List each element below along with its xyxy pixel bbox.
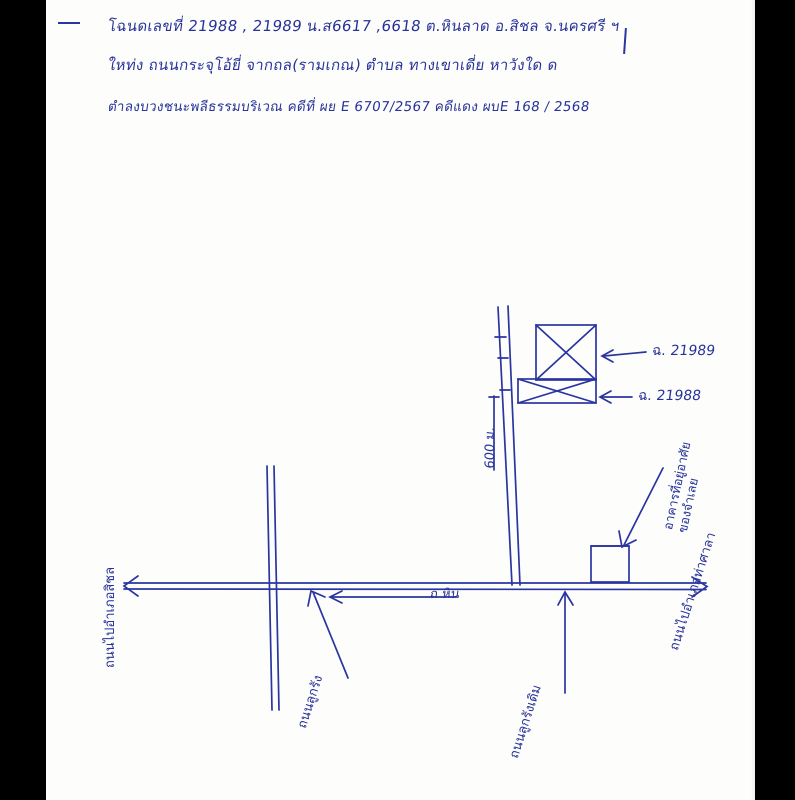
label-building-note-text: อาคารที่อยู่อาศัย ของจำเลย — [660, 440, 701, 535]
label-right-road: ถนนไปอำเภอท่าศาลา — [667, 530, 720, 653]
header-line-2: ใหท่ง ถนนกระจุโอ้ยี่ จากถล(รามเกณ) ตำบล ทางเขาเดี่ย หาวังใด ด — [106, 56, 560, 74]
label-road-small-vertical — [429, 588, 460, 602]
label-bottom-left-road: ถนนลูกรัง — [295, 673, 327, 731]
label-plot-upper: ฉ. 21989 — [650, 343, 717, 359]
label-road-small-vertical-text: ถ หิน — [428, 587, 461, 602]
scanned-page — [46, 0, 755, 800]
label-left-road: ถนนไปอำเภอสิชล — [103, 566, 118, 668]
header-line-1: โฉนดเลขที่ 21988 , 21989 น.ส6617 ,6618 ต.หินลาด อ.สิชล จ.นครศรี ฯ — [106, 17, 621, 35]
header-line-3: ตำลงบวงชนะพลีธรรมบริเวณ คดีที่ ผย E 6707/2567 คดีแดง ผบE 168 / 2568 — [106, 99, 591, 115]
label-road-width: 600 ม. — [483, 426, 498, 470]
label-plot-lower: ฉ. 21988 — [636, 388, 703, 404]
label-bottom-center-road: ถนนลูกรังเดิม — [507, 683, 545, 761]
